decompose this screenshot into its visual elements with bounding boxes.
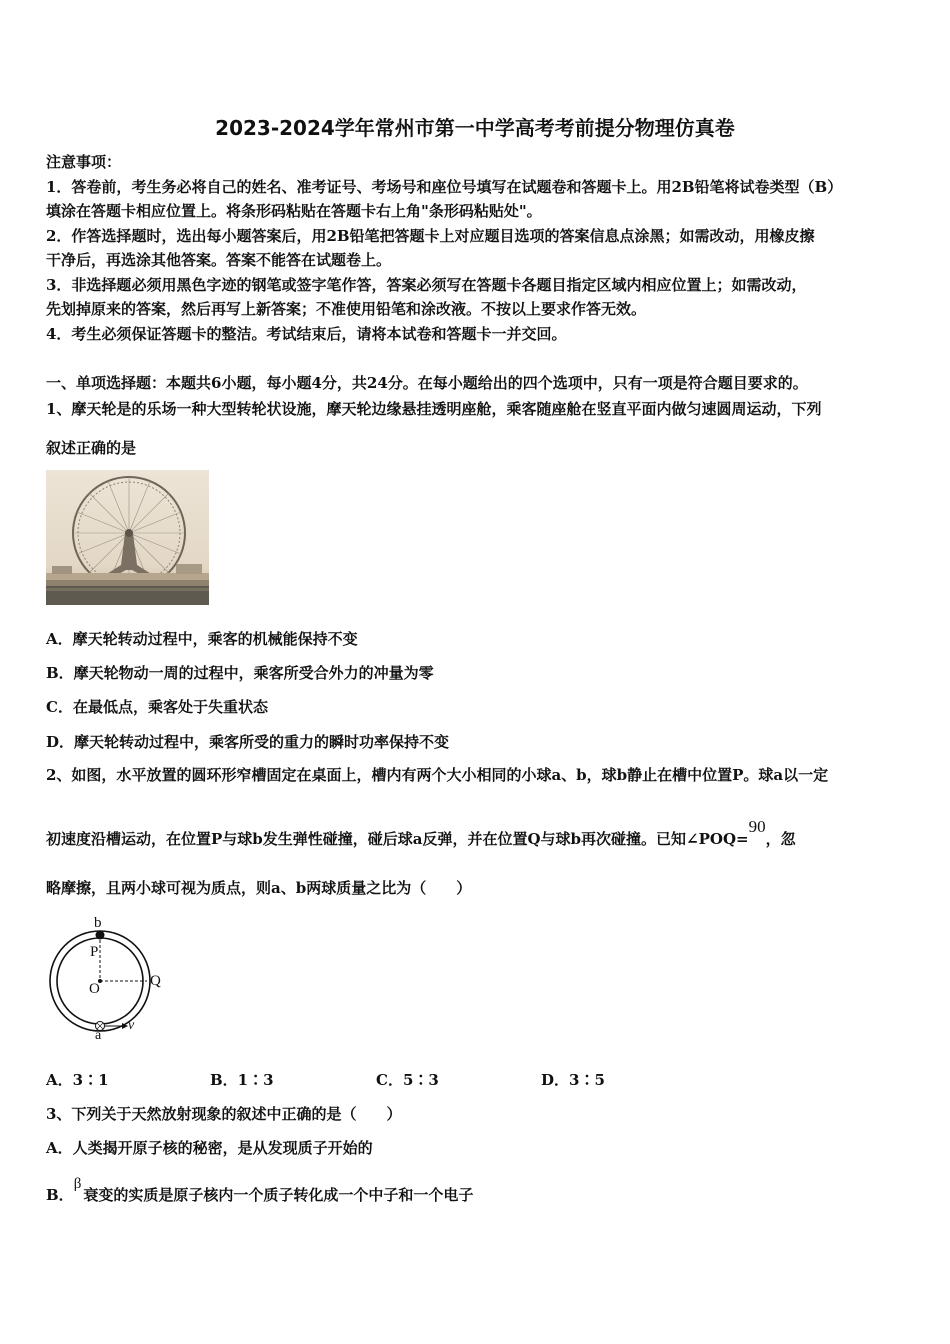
angle-value: 90 (748, 817, 766, 836)
q1-option-a: A．摩天轮转动过程中，乘客的机械能保持不变 (46, 630, 358, 648)
q2-option-d: D．3∶5 (541, 1071, 605, 1089)
q2-option-c: C．5∶3 (376, 1071, 439, 1089)
label-b: b (94, 915, 102, 931)
q2-option-a: A．3∶1 (46, 1071, 109, 1089)
label-q: Q (150, 973, 161, 989)
q2-option-b: B．1∶3 (210, 1071, 274, 1089)
notice-line: 4．考生必须保证答题卡的整洁。考试结束后，请将本试卷和答题卡一并交回。 (46, 325, 567, 343)
page-title: 2023-2024学年常州市第一中学高考考前提分物理仿真卷 (215, 116, 735, 140)
section-heading: 一、单项选择题：本题共6小题，每小题4分，共24分。在每小题给出的四个选项中，只有一项是符合题目要求的。 (46, 374, 808, 392)
q3-stem: 3、下列关于天然放射现象的叙述中正确的是（ ） (46, 1105, 402, 1123)
beta-symbol: β (73, 1176, 82, 1192)
notice-line: 1．答卷前，考生务必将自己的姓名、准考证号、考场号和座位号填写在试题卷和答题卡上。用2B铅笔将试卷类型（B） (46, 178, 843, 196)
notice-line: 先划掉原来的答案，然后再写上新答案；不准使用铅笔和涂改液。不按以上要求作答无效。 (46, 300, 647, 318)
q1-stem: 1、摩天轮是的乐场一种大型转轮状设施，摩天轮边缘悬挂透明座舱，乘客随座舱在竖直平面内做匀速圆周运动，下列 (46, 400, 822, 418)
ring-groove-diagram (44, 912, 174, 1047)
ferris-wheel-photo (46, 470, 209, 605)
notice-line: 2．作答选择题时，选出每小题答案后，用2B铅笔把答题卡上对应题目选项的答案信息点涂黑；如需改动，用橡皮擦 (46, 227, 815, 245)
q1-option-c: C．在最低点，乘客处于失重状态 (46, 698, 268, 716)
notice-line: 干净后，再选涂其他答案。答案不能答在试题卷上。 (46, 251, 392, 269)
q2-stem: 略摩擦，且两小球可视为质点，则a、b两球质量之比为（ ） (46, 879, 472, 897)
q3-option-b: B．β衰变的实质是原子核内一个质子转化成一个中子和一个电子 (46, 1176, 474, 1204)
notice-heading: 注意事项： (46, 153, 122, 171)
q2-stem: 初速度沿槽运动，在位置P与球b发生弹性碰撞，碰后球a反弹，并在位置Q与球b再次碰撞。已知∠POQ=90，忽 (46, 817, 796, 848)
notice-line: 填涂在答题卡相应位置上。将条形码粘贴在答题卡右上角"条形码粘贴处"。 (46, 202, 542, 220)
q3-option-a: A．人类揭开原子核的秘密，是从发现质子开始的 (46, 1139, 373, 1157)
label-p: P (90, 944, 99, 960)
label-o: O (89, 981, 100, 997)
q1-option-b: B．摩天轮物动一周的过程中，乘客所受合外力的冲量为零 (46, 664, 434, 682)
label-v: v (128, 1018, 135, 1033)
q2-stem: 2、如图，水平放置的圆环形窄槽固定在桌面上，槽内有两个大小相同的小球a、b，球b静止在槽中位置P。球a以一定 (46, 766, 829, 784)
label-a: a (95, 1028, 102, 1043)
q1-option-d: D．摩天轮转动过程中，乘客所受的重力的瞬时功率保持不变 (46, 733, 450, 751)
q1-stem: 叙述正确的是 (46, 439, 137, 457)
notice-line: 3．非选择题必须用黑色字迹的钢笔或签字笔作答，答案必须写在答题卡各题目指定区域内相应位置上；如需改动， (46, 276, 807, 294)
